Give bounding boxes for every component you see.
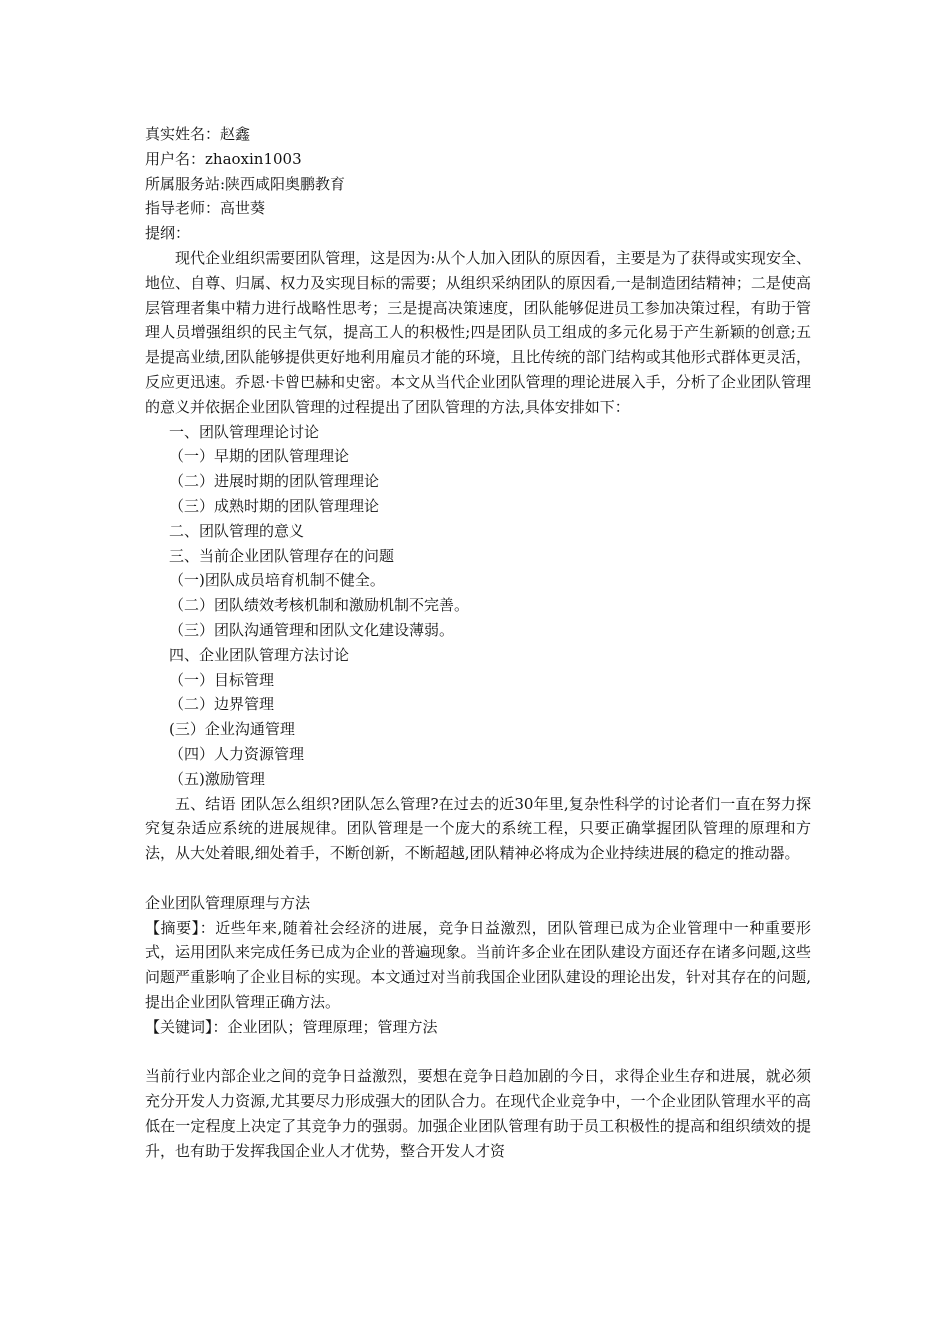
spacer <box>145 1039 811 1064</box>
advisor: 指导老师：高世葵 <box>145 199 266 218</box>
outline-item: 一、团队管理理论讨论 <box>169 422 320 441</box>
outline-item: 四、企业团队管理方法讨论 <box>169 645 350 664</box>
outline-item: （一）目标管理 <box>169 670 275 689</box>
article-body: 当前行业内部企业之间的竞争日益激烈，要想在竞争日趋加剧的今日，求得企业生存和进展，就必须充分开发人力资源,尤其要尽力形成强大的团队合力。在现代企业竞争中，一个企业团队管理水平的高低在一定程度上决定了其竞争力的强弱。加强企业团队管理有助于员工积极性的提高和组织绩效的提升，也有助于发挥我国企业人才优势，整合开发人才资 <box>145 1067 811 1160</box>
article-title: 企业团队管理原理与方法 <box>145 893 311 912</box>
username: 用户名：zhaoxin1003 <box>145 149 302 168</box>
outline-item: （二）进展时期的团队管理理论 <box>169 472 380 491</box>
abstract: 【摘要】：近些年来,随着社会经济的进展，竞争日益激烈，团队管理已成为企业管理中一种重要形式，运用团队来完成任务已成为企业的普遍现象。当前许多企业在团队建设方面还存在诸多问题,这些问题严重影响了企业目标的实现。本文通过对当前我国企业团队建设的理论出发，针对其存在的问题,提出企业团队管理正确方法。 <box>145 918 811 1011</box>
document-page <box>145 122 811 1163</box>
outline-item: 三、当前企业团队管理存在的问题 <box>169 546 395 565</box>
outline-item: （一)团队成员培育机制不健全。 <box>169 571 385 590</box>
outline-item: （一）早期的团队管理理论 <box>169 447 350 466</box>
outline-item: 二、团队管理的意义 <box>169 521 305 540</box>
outline-item: （四）人力资源管理 <box>169 744 305 763</box>
outline-item: (三）企业沟通管理 <box>169 720 295 739</box>
outline-item: （五)激励管理 <box>169 769 265 788</box>
conclusion-paragraph: 五、结语 团队怎么组织?团队怎么管理?在过去的近30年里,复杂性科学的讨论者们一直在努力探究复杂适应系统的进展规律。团队管理是一个庞大的系统工程，只要正确掌握团队管理的原理和方法，从大处着眼,细处着手，不断创新，不断超越,团队精神必将成为企业持续进展的稳定的推动器。 <box>145 794 811 863</box>
real-name: 真实姓名：赵鑫 <box>145 125 251 143</box>
outline-label: 提纲： <box>145 224 191 243</box>
service-station: 所属服务站:陕西咸阳奥鹏教育 <box>145 174 346 193</box>
outline-item: （二）边界管理 <box>169 695 275 714</box>
outline-list <box>145 420 811 792</box>
intro-paragraph: 现代企业组织需要团队管理，这是因为:从个人加入团队的原因看，主要是为了获得或实现安全、地位、自尊、归属、权力及实现目标的需要；从组织采纳团队的原因看,一是制造团结精神；二是使高层管理者集中精力进行战略性思考；三是提高决策速度，团队能够促进员工参加决策过程，有助于管理人员增强组织的民主气氛，提高工人的积极性;四是团队员工组成的多元化易于产生新颖的创意;五是提高业绩,团队能够提供更好地利用雇员才能的环境，且比传统的部门结构或其他形式群体更灵活，反应更迅速。乔恩·卡曾巴赫和史密。本文从当代企业团队管理的理论进展入手，分析了企业团队管理的意义并依据企业团队管理的过程提出了团队管理的方法,具体安排如下： <box>145 248 811 416</box>
keywords: 【关键词】：企业团队；管理原理；管理方法 <box>145 1017 438 1036</box>
outline-item: （三）成熟时期的团队管理理论 <box>169 496 380 515</box>
outline-item: （二）团队绩效考核机制和激励机制不完善。 <box>169 596 470 615</box>
outline-item: （三）团队沟通管理和团队文化建设薄弱。 <box>169 620 455 639</box>
spacer <box>145 866 811 891</box>
